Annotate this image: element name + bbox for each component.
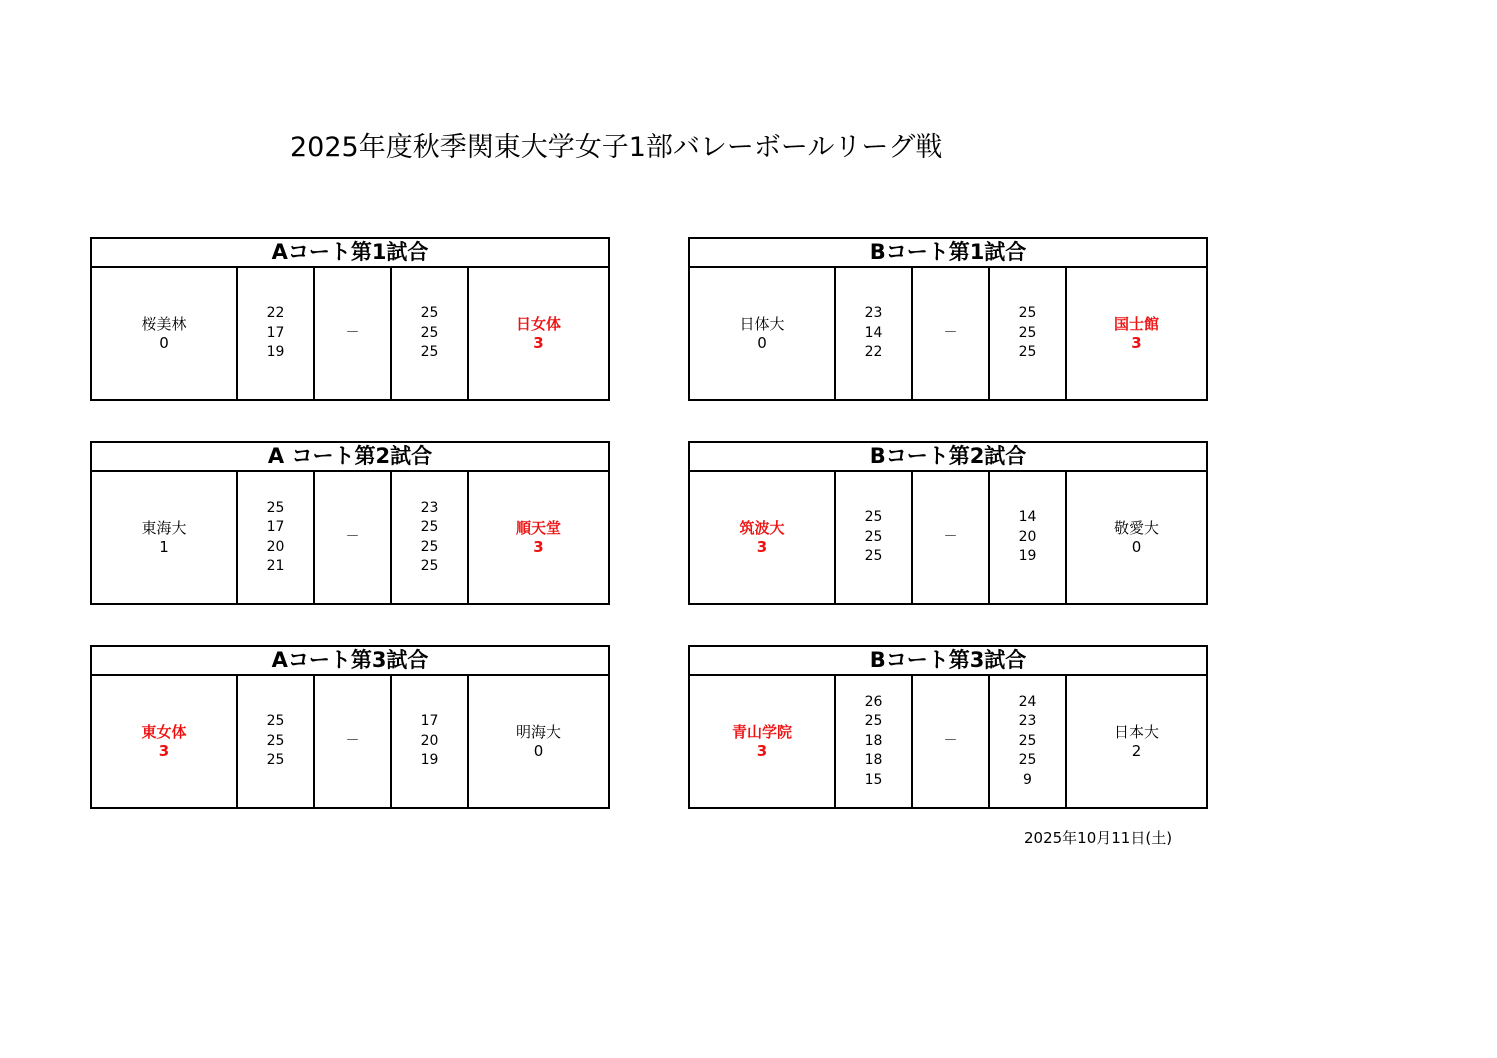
set-score: 25 xyxy=(420,558,439,574)
set-score: 25 xyxy=(266,499,285,516)
team2-cell xyxy=(1067,676,1206,807)
team1-sets-won: 3 xyxy=(756,537,768,556)
team2-cell xyxy=(469,268,608,399)
team1-cell xyxy=(92,472,238,603)
set-score: 25 xyxy=(1018,732,1037,749)
team2-sets-won: 0 xyxy=(533,741,544,760)
set-score: 25 xyxy=(420,305,439,322)
set-score: 19 xyxy=(266,344,285,361)
set-score: 25 xyxy=(420,519,439,535)
set-score: 20 xyxy=(266,538,285,555)
versus-cell xyxy=(913,676,990,807)
team2-name: 敬愛大 xyxy=(1113,518,1159,537)
set-score: 17 xyxy=(266,519,285,535)
team2-set-scores xyxy=(990,472,1067,603)
set-score: 19 xyxy=(1018,548,1037,565)
versus-cell xyxy=(315,472,392,603)
team2-set-scores xyxy=(392,676,469,807)
match-header: Bコート第1試合 xyxy=(690,239,1206,268)
set-score: 25 xyxy=(1018,752,1037,769)
set-score: 25 xyxy=(1018,344,1037,361)
team2-name: 明海大 xyxy=(515,722,561,741)
versus-cell xyxy=(315,268,392,399)
team2-cell xyxy=(1067,472,1206,603)
team2-set-scores xyxy=(392,268,469,399)
set-score: 25 xyxy=(864,713,883,730)
team1-sets-won: 3 xyxy=(756,741,768,760)
team1-sets-won: 0 xyxy=(159,333,169,352)
team2-set-scores xyxy=(990,268,1067,399)
team2-cell xyxy=(1067,268,1206,399)
match-b-court-1 xyxy=(688,237,1208,401)
team1-sets-won: 0 xyxy=(757,333,767,352)
page-title: 2025年度秋季関東大学女子1部バレーボールリーグ戦 xyxy=(290,132,943,163)
match-body xyxy=(690,676,1206,807)
match-header: Bコート第2試合 xyxy=(690,443,1206,472)
team1-cell xyxy=(690,472,836,603)
match-body xyxy=(92,676,608,807)
team1-name: 日体大 xyxy=(739,314,785,333)
team1-cell xyxy=(92,676,238,807)
match-body xyxy=(92,268,608,399)
match-header: Aコート第1試合 xyxy=(92,239,608,268)
team2-sets-won: 2 xyxy=(1131,741,1142,760)
set-score: 25 xyxy=(266,752,285,769)
team1-set-scores xyxy=(836,676,913,807)
team1-name: 桜美林 xyxy=(141,314,187,333)
match-a-court-2 xyxy=(90,441,610,605)
versus-dash: － xyxy=(943,733,958,749)
team1-set-scores xyxy=(238,472,315,603)
set-score: 17 xyxy=(266,324,285,341)
team1-sets-won: 1 xyxy=(159,537,169,556)
team2-sets-won: 3 xyxy=(1131,333,1142,352)
set-score: 22 xyxy=(266,305,285,322)
set-score: 24 xyxy=(1018,693,1037,710)
set-score: 19 xyxy=(420,752,439,769)
set-score: 21 xyxy=(266,558,285,574)
team1-name: 東海大 xyxy=(141,518,187,537)
versus-dash: － xyxy=(943,325,958,341)
set-score: 9 xyxy=(1023,771,1032,788)
set-score: 18 xyxy=(864,732,883,749)
match-header: Aコート第3試合 xyxy=(92,647,608,676)
set-score: 25 xyxy=(420,538,439,555)
team1-name: 青山学院 xyxy=(731,722,792,741)
set-score: 25 xyxy=(420,324,439,341)
set-score: 25 xyxy=(864,528,883,545)
team2-sets-won: 3 xyxy=(533,537,544,556)
team1-cell xyxy=(690,268,836,399)
set-score: 26 xyxy=(864,693,883,710)
set-score: 25 xyxy=(1018,324,1037,341)
set-score: 25 xyxy=(266,713,285,730)
set-score: 18 xyxy=(864,752,883,769)
team2-name: 順天堂 xyxy=(515,518,561,537)
team2-sets-won: 3 xyxy=(533,333,544,352)
match-header: A コート第2試合 xyxy=(92,443,608,472)
match-body xyxy=(92,472,608,603)
team1-sets-won: 3 xyxy=(158,741,170,760)
team1-name: 東女体 xyxy=(141,722,187,741)
team1-name: 筑波大 xyxy=(739,518,785,537)
team1-cell xyxy=(690,676,836,807)
match-header: Bコート第3試合 xyxy=(690,647,1206,676)
team2-cell xyxy=(469,676,608,807)
set-score: 17 xyxy=(420,713,439,730)
versus-dash: － xyxy=(345,325,360,341)
versus-dash: － xyxy=(345,529,360,545)
set-score: 25 xyxy=(864,548,883,565)
match-b-court-3 xyxy=(688,645,1208,809)
versus-dash: － xyxy=(345,733,360,749)
set-score: 25 xyxy=(1018,305,1037,322)
set-score: 25 xyxy=(420,344,439,361)
team2-sets-won: 0 xyxy=(1131,537,1142,556)
match-a-court-3 xyxy=(90,645,610,809)
team1-set-scores xyxy=(836,268,913,399)
team2-name: 国士館 xyxy=(1113,314,1159,333)
set-score: 15 xyxy=(864,771,883,788)
team2-set-scores xyxy=(990,676,1067,807)
versus-dash: － xyxy=(943,529,958,545)
team1-set-scores xyxy=(836,472,913,603)
set-score: 25 xyxy=(266,732,285,749)
team2-name: 日女体 xyxy=(515,314,561,333)
team2-set-scores xyxy=(392,472,469,603)
set-score: 20 xyxy=(1018,528,1037,545)
set-score: 23 xyxy=(420,499,439,516)
match-body xyxy=(690,472,1206,603)
set-score: 22 xyxy=(864,344,883,361)
team2-cell xyxy=(469,472,608,603)
match-date: 2025年10月11日(土) xyxy=(1024,829,1173,847)
team1-set-scores xyxy=(238,268,315,399)
set-score: 23 xyxy=(1018,713,1037,730)
match-b-court-2 xyxy=(688,441,1208,605)
match-a-court-1 xyxy=(90,237,610,401)
versus-cell xyxy=(315,676,392,807)
versus-cell xyxy=(913,472,990,603)
team1-set-scores xyxy=(238,676,315,807)
versus-cell xyxy=(913,268,990,399)
set-score: 25 xyxy=(864,509,883,526)
team1-cell xyxy=(92,268,238,399)
set-score: 20 xyxy=(420,732,439,749)
team2-name: 日本大 xyxy=(1113,722,1159,741)
set-score: 23 xyxy=(864,305,883,322)
match-body xyxy=(690,268,1206,399)
set-score: 14 xyxy=(864,324,883,341)
set-score: 14 xyxy=(1018,509,1037,526)
